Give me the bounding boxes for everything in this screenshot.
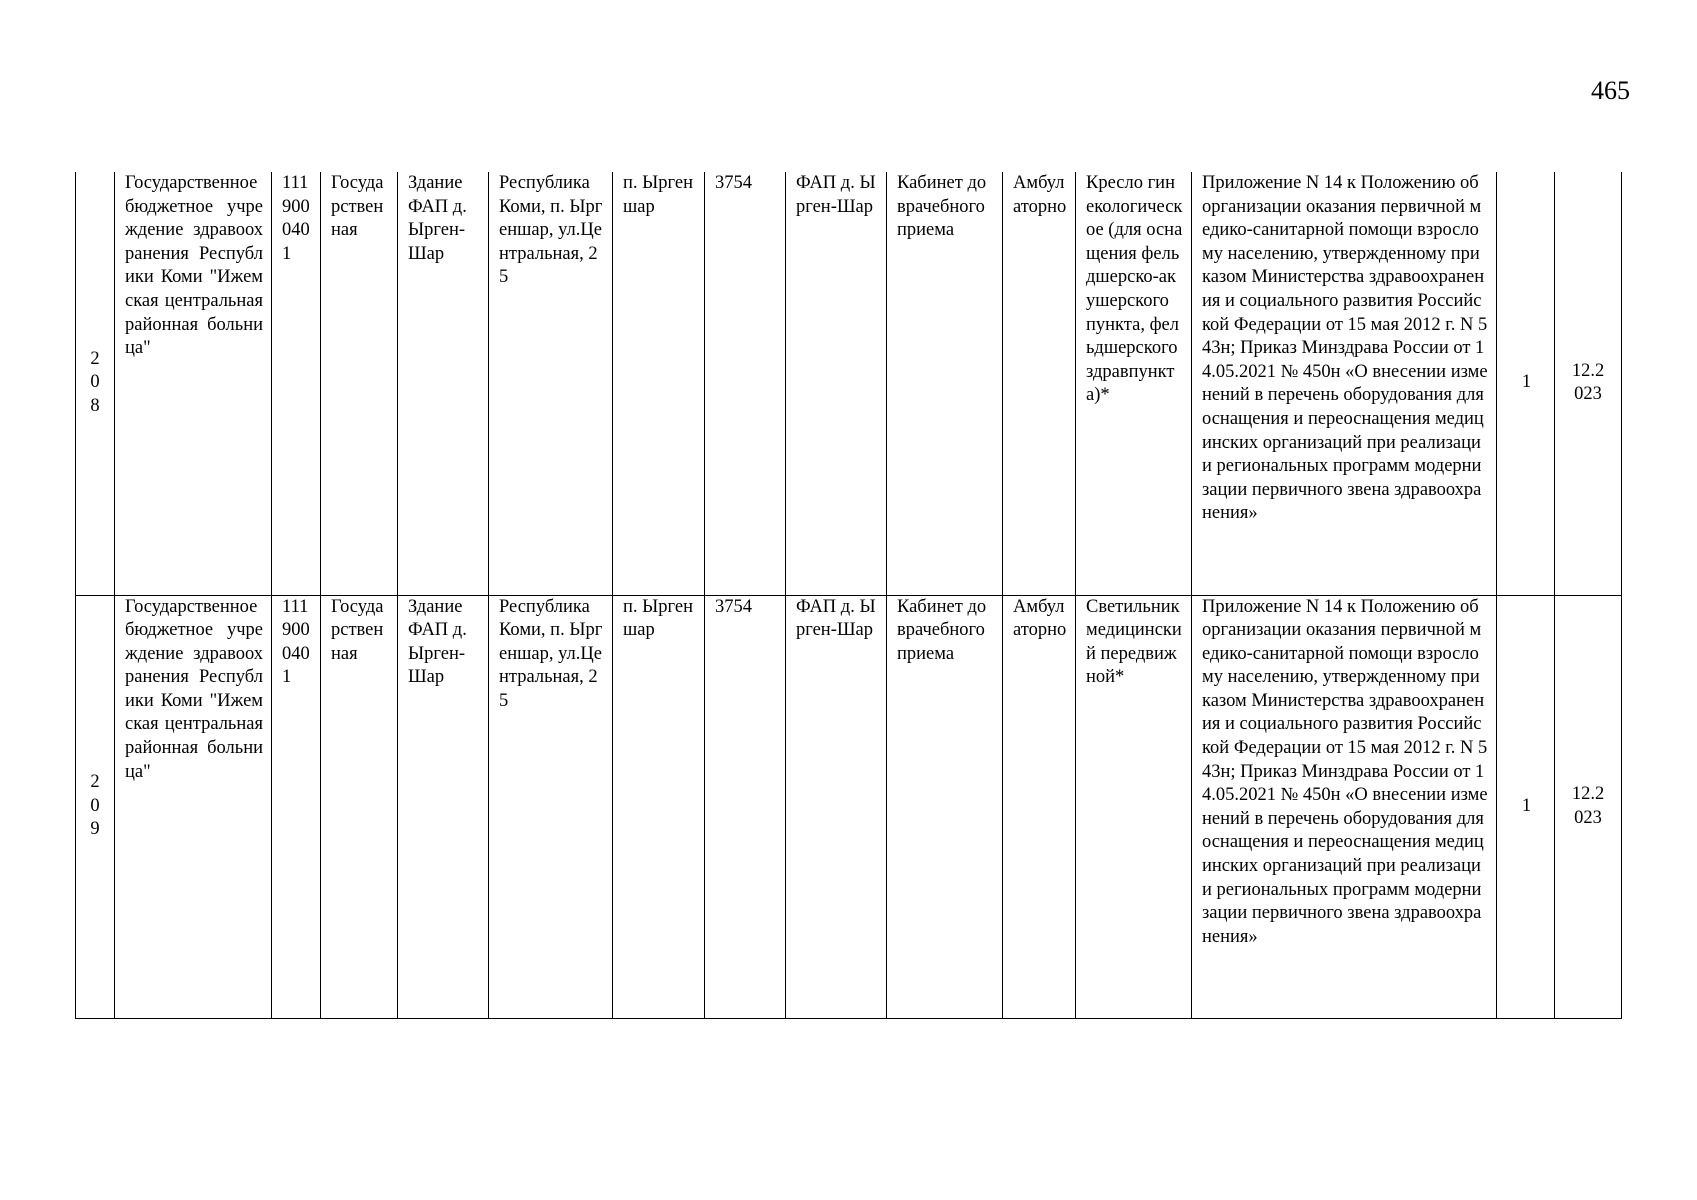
settlement-cell: п. Ыргеншар: [613, 595, 705, 1018]
date-cell: 12.2023: [1555, 595, 1622, 1018]
code-cell: 1119000401: [272, 172, 321, 595]
equipment-cell: Кресло гинекологическое (для оснащения фельдшерско-акушерского пункта, фельдшерского здравпункта)*: [1076, 172, 1192, 595]
institution-cell: Государственное бюджетное учреждение здравоохранения Республики Коми "Ижемская центральная районная больница": [115, 172, 272, 595]
institution-cell: Государственное бюджетное учреждение здравоохранения Республики Коми "Ижемская центральная районная больница": [115, 595, 272, 1018]
address-cell: Республика Коми, п. Ыргеншар, ул.Центральная, 25: [489, 595, 613, 1018]
code-cell: 1119000401: [272, 595, 321, 1018]
row-number-cell: 209: [76, 595, 115, 1018]
equipment-table: [75, 172, 1622, 1019]
ownership-cell: Государственная: [321, 172, 398, 595]
regulation-cell: Приложение N 14 к Положению об организации оказания первичной медико-санитарной помощи взрослому населению, утвержденному приказом Министерства здравоохранения и социального развития Российской Федерации от 15 мая 2012 г. N 543н; Приказ Минздрава России от 14.05.2021 № 450н «О внесении изменений в перечень оборудования для оснащения и переоснащения медицинских организаций при реализации региональных программ модернизации первичного звена здравоохранения»: [1192, 595, 1497, 1018]
facility-cell: ФАП д. Ырген-Шар: [786, 172, 887, 595]
cabinet-cell: Кабинет доврачебного приема: [887, 172, 1003, 595]
population-cell: 3754: [705, 595, 786, 1018]
population-cell: 3754: [705, 172, 786, 595]
facility-cell: ФАП д. Ырген-Шар: [786, 595, 887, 1018]
cabinet-cell: Кабинет доврачебного приема: [887, 595, 1003, 1018]
date-cell: 12.2023: [1555, 172, 1622, 595]
settlement-cell: п. Ыргеншар: [613, 172, 705, 595]
care-type-cell: Амбулаторно: [1003, 172, 1076, 595]
care-type-cell: Амбулаторно: [1003, 595, 1076, 1018]
page-number: 465: [1591, 76, 1630, 105]
equipment-cell: Светильник медицинский передвижной*: [1076, 595, 1192, 1018]
row-number-cell: 208: [76, 172, 115, 595]
table-row: [76, 172, 1622, 595]
quantity-cell: 1: [1497, 172, 1555, 595]
table-row: [76, 595, 1622, 1018]
building-cell: Здание ФАП д. Ырген-Шар: [398, 172, 489, 595]
address-cell: Республика Коми, п. Ыргеншар, ул.Центральная, 25: [489, 172, 613, 595]
regulation-cell: Приложение N 14 к Положению об организации оказания первичной медико-санитарной помощи взрослому населению, утвержденному приказом Министерства здравоохранения и социального развития Российской Федерации от 15 мая 2012 г. N 543н; Приказ Минздрава России от 14.05.2021 № 450н «О внесении изменений в перечень оборудования для оснащения и переоснащения медицинских организаций при реализации региональных программ модернизации первичного звена здравоохранения»: [1192, 172, 1497, 595]
building-cell: Здание ФАП д. Ырген-Шар: [398, 595, 489, 1018]
ownership-cell: Государственная: [321, 595, 398, 1018]
quantity-cell: 1: [1497, 595, 1555, 1018]
